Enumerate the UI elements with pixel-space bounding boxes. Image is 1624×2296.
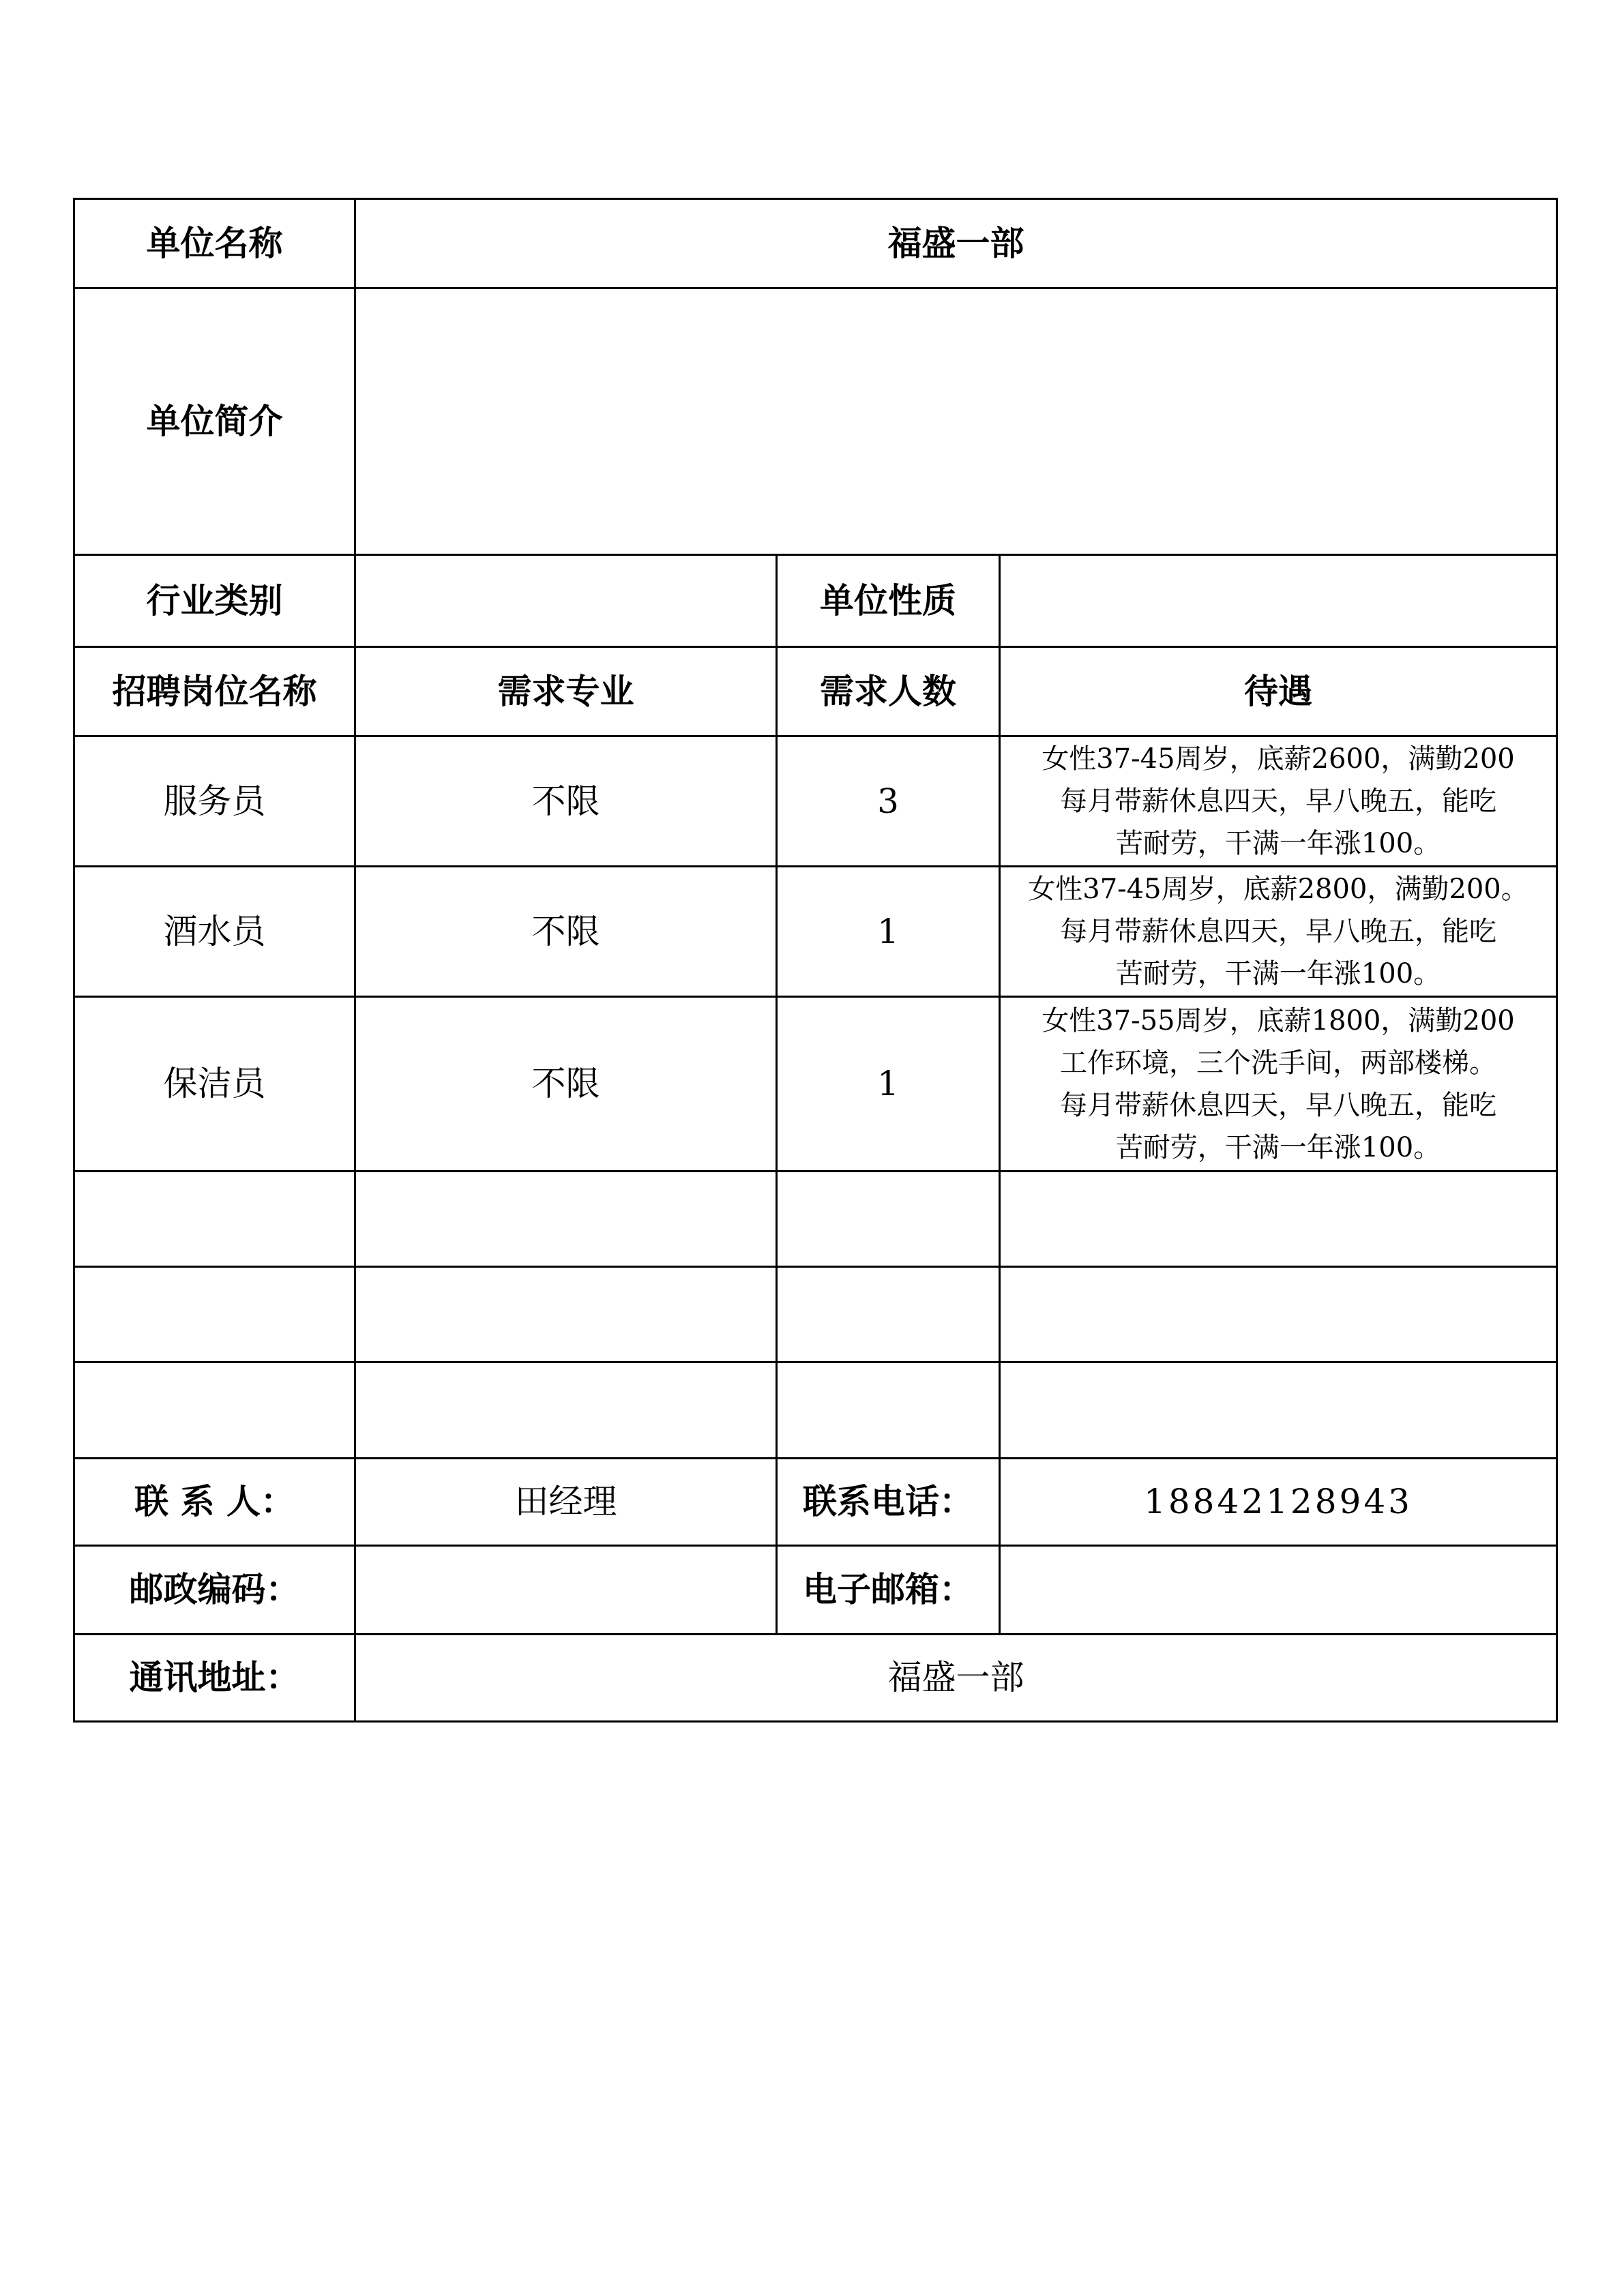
industry-value: [355, 555, 777, 647]
empty-cell: [355, 1172, 777, 1267]
empty-cell: [1000, 1267, 1557, 1362]
position-name: 服务员: [74, 736, 355, 867]
nature-value: [1000, 555, 1557, 647]
empty-cell: [74, 1362, 355, 1459]
postcode-value: [355, 1546, 777, 1635]
address-row: [74, 1635, 1557, 1722]
empty-cell: [777, 1267, 1000, 1362]
industry-row: [74, 555, 1557, 647]
position-row: [74, 736, 1557, 867]
benefit-line: 每月带薪休息四天，早八晚五，能吃: [1060, 916, 1496, 947]
position-count: 1: [777, 867, 1000, 997]
empty-cell: [1000, 1172, 1557, 1267]
empty-position-row: [74, 1267, 1557, 1362]
benefit-line: 工作环境，三个洗手间，两部楼梯。: [1060, 1047, 1496, 1079]
empty-cell: [355, 1267, 777, 1362]
empty-cell: [777, 1362, 1000, 1459]
benefit-line: 苦耐劳，干满一年涨100。: [1115, 828, 1441, 859]
email-value: [1000, 1546, 1557, 1635]
address-value: 福盛一部: [355, 1635, 1557, 1722]
company-name-row: [74, 199, 1557, 288]
company-intro-label: 单位简介: [74, 288, 355, 555]
benefit-line: 苦耐劳，干满一年涨100。: [1115, 958, 1441, 989]
contact-phone-value: 18842128943: [1000, 1459, 1557, 1546]
nature-label: 单位性质: [777, 555, 1000, 647]
postcode-label: 邮政编码：: [74, 1546, 355, 1635]
position-count: 3: [777, 736, 1000, 867]
company-intro-row: [74, 288, 1557, 555]
empty-cell: [74, 1172, 355, 1267]
empty-position-row: [74, 1362, 1557, 1459]
company-name-value: 福盛一部: [355, 199, 1557, 288]
position-row: [74, 997, 1557, 1172]
company-intro-value: [355, 288, 1557, 555]
position-row: [74, 867, 1557, 997]
contact-person-value: 田经理: [355, 1459, 777, 1546]
position-major: 不限: [355, 997, 777, 1172]
position-benefits: [1000, 867, 1557, 997]
email-label: 电子邮箱：: [777, 1546, 1000, 1635]
industry-label: 行业类别: [74, 555, 355, 647]
position-name: 保洁员: [74, 997, 355, 1172]
position-name: 酒水员: [74, 867, 355, 997]
benefit-line: 每月带薪休息四天，早八晚五，能吃: [1060, 1089, 1496, 1121]
empty-cell: [74, 1267, 355, 1362]
contact-row: [74, 1459, 1557, 1546]
header-position: 招聘岗位名称: [74, 647, 355, 736]
contact-phone-label: 联系电话：: [777, 1459, 1000, 1546]
empty-cell: [1000, 1362, 1557, 1459]
position-major: 不限: [355, 736, 777, 867]
empty-cell: [355, 1362, 777, 1459]
benefit-line: 女性37-45周岁，底薪2600，满勤200: [1042, 743, 1515, 775]
header-count: 需求人数: [777, 647, 1000, 736]
contact-person-label: 联 系 人：: [74, 1459, 355, 1546]
benefit-line: 苦耐劳，干满一年涨100。: [1115, 1131, 1441, 1163]
address-label: 通讯地址：: [74, 1635, 355, 1722]
position-count: 1: [777, 997, 1000, 1172]
postcode-email-row: [74, 1546, 1557, 1635]
benefit-line: 女性37-55周岁，底薪1800，满勤200: [1042, 1004, 1515, 1037]
empty-position-row: [74, 1172, 1557, 1267]
benefit-line: 女性37-45周岁，底薪2800，满勤200。: [1028, 874, 1529, 905]
header-major: 需求专业: [355, 647, 777, 736]
positions-header-row: [74, 647, 1557, 736]
position-benefits: [1000, 997, 1557, 1172]
position-benefits: [1000, 736, 1557, 867]
recruitment-form-table: [73, 198, 1558, 1723]
position-major: 不限: [355, 867, 777, 997]
header-benefits: 待遇: [1000, 647, 1557, 736]
empty-cell: [777, 1172, 1000, 1267]
benefit-line: 每月带薪休息四天，早八晚五，能吃: [1060, 786, 1496, 817]
company-name-label: 单位名称: [74, 199, 355, 288]
